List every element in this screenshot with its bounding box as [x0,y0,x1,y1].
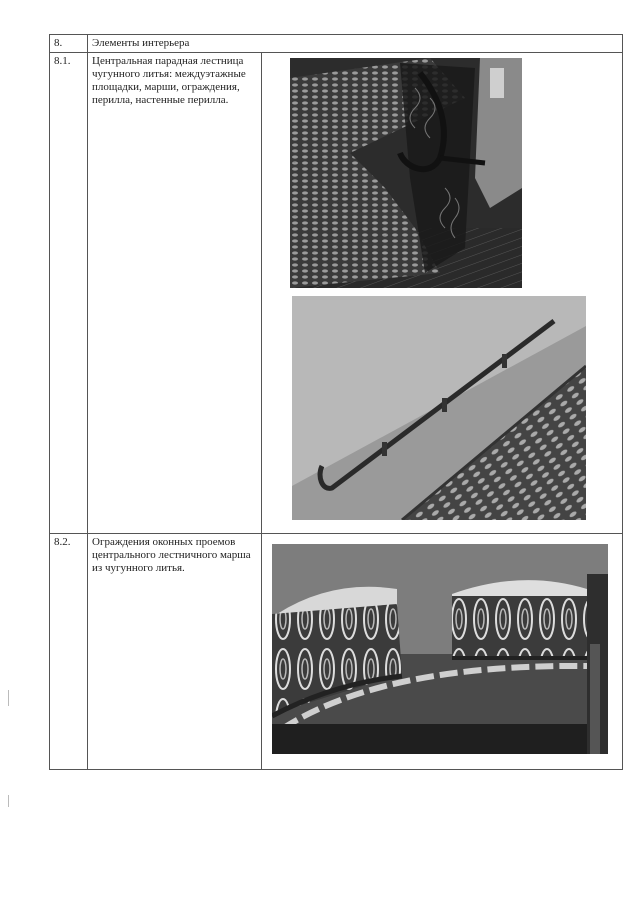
scan-artifact [8,690,9,706]
section-title: Элементы интерьера [88,35,623,53]
window-railing-photo [272,544,608,754]
photo-cell [262,53,623,534]
section-number: 8. [50,35,88,53]
row-number: 8.2. [50,534,88,770]
row-description: Ограждения оконных проемов центрального лестничного марша из чугунного литья. [88,534,262,770]
scan-artifact [8,795,9,807]
row-number: 8.1. [50,53,88,534]
handrail-photo [292,296,586,520]
table-row [50,534,623,770]
table-row [50,53,623,534]
section-header-row [50,35,623,53]
photo-cell [262,534,623,770]
interior-elements-table [49,34,623,770]
row-description: Центральная парадная лестница чугунного литья: междуэтажные площадки, марши, ограждения, перилла, настенные перилла. [88,53,262,534]
staircase-photo [290,58,522,288]
